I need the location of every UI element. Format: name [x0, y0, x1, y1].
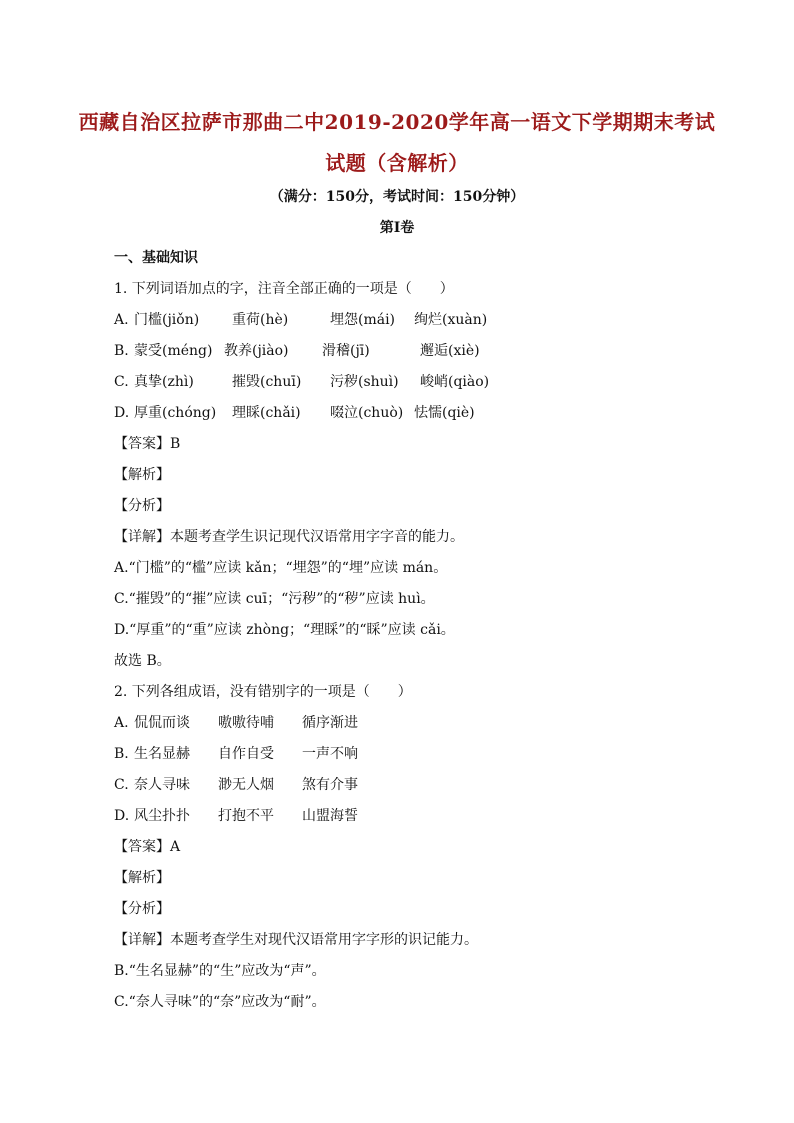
option-item: 理睬(chǎi) [232, 405, 301, 421]
option-item: 绚烂(xuàn) [414, 312, 488, 328]
option-label: D. [114, 405, 130, 421]
q2-answer: 【答案】A [114, 839, 181, 855]
option-item: 厚重(chóng) [134, 405, 217, 421]
option-item: 循序渐进 [302, 715, 358, 731]
q1-option-a [114, 310, 488, 330]
option-item: 生名显赫 [134, 746, 190, 762]
q2-option-a [114, 713, 358, 733]
option-label: B. [114, 343, 129, 359]
section-heading: 一、基础知识 [114, 250, 198, 266]
q2-option-b [114, 744, 358, 764]
option-item: 教养(jiào) [224, 343, 289, 359]
option-item: 摧毁(chuī) [232, 374, 302, 390]
option-label: A. [114, 715, 129, 731]
option-item: 重荷(hè) [232, 312, 289, 328]
q2-detail: 【详解】本题考查学生对现代汉语常用字字形的识记能力。 [114, 932, 478, 948]
q2-note-c: C.“奈人寻味”的“奈”应改为“耐”。 [114, 994, 326, 1010]
exam-meta: （满分：150分，考试时间：150分钟） [269, 189, 525, 205]
option-label: C. [114, 374, 129, 390]
volume-heading: 第Ⅰ卷 [379, 220, 415, 236]
q1-stem: 1. 下列词语加点的字，注音全部正确的一项是（ ） [114, 281, 454, 297]
q1-answer: 【答案】B [114, 436, 181, 452]
q2-stem: 2. 下列各组成语，没有错别字的一项是（ ） [114, 684, 412, 700]
option-item: 嗷嗷待哺 [218, 715, 274, 731]
option-item: 打抱不平 [218, 808, 274, 824]
option-item: 风尘扑扑 [134, 808, 190, 824]
doc-title-line1: 西藏自治区拉萨市那曲二中2019-2020学年高一语文下学期期末考试 [78, 110, 716, 134]
option-item: 一声不响 [302, 746, 358, 762]
option-item: 污秽(shuì) [330, 374, 399, 390]
option-item: 邂逅(xiè) [420, 343, 480, 359]
option-item: 埋怨(mái) [330, 312, 396, 328]
option-item: 渺无人烟 [218, 777, 274, 793]
q1-option-b [114, 341, 480, 361]
option-label: A. [114, 312, 129, 328]
q1-option-d [114, 403, 475, 423]
q1-note-c: C.“摧毁”的“摧”应读 cuī；“污秽”的“秽”应读 huì。 [114, 591, 435, 607]
q1-note-a: A.“门槛”的“槛”应读 kǎn；“埋怨”的“埋”应读 mán。 [114, 560, 448, 576]
q1-option-c [114, 372, 490, 392]
option-label: C. [114, 777, 129, 793]
option-item: 侃侃而谈 [134, 715, 190, 731]
option-item: 自作自受 [218, 746, 274, 762]
q2-note-b: B.“生名显赫”的“生”应改为“声”。 [114, 963, 326, 979]
option-item: 峻峭(qiào) [420, 374, 490, 390]
q1-detail: 【详解】本题考查学生识记现代汉语常用字字音的能力。 [114, 529, 464, 545]
option-label: B. [114, 746, 129, 762]
option-item: 蒙受(méng) [134, 343, 213, 359]
q1-jiexi-heading: 【解析】 [114, 467, 170, 483]
option-item: 山盟海誓 [302, 808, 358, 824]
q1-note-d: D.“厚重”的“重”应读 zhòng；“理睬”的“睬”应读 cǎi。 [114, 622, 455, 638]
option-item: 啜泣(chuò) [330, 405, 404, 421]
q2-jiexi-heading: 【解析】 [114, 870, 170, 886]
q2-option-c [114, 775, 358, 795]
option-item: 滑稽(jī) [322, 343, 370, 359]
q2-fenxi-heading: 【分析】 [114, 901, 170, 917]
option-item: 门槛(jiǒn) [134, 312, 200, 328]
q2-option-d [114, 806, 358, 826]
option-item: 煞有介事 [302, 777, 358, 793]
option-label: D. [114, 808, 130, 824]
q1-fenxi-heading: 【分析】 [114, 498, 170, 514]
option-item: 真挚(zhì) [134, 374, 194, 390]
doc-title-line2: 试题（含解析） [325, 151, 469, 175]
q1-conclusion: 故选 B。 [114, 653, 171, 669]
option-item: 怯懦(qiè) [414, 405, 475, 421]
option-item: 奈人寻味 [134, 777, 190, 793]
